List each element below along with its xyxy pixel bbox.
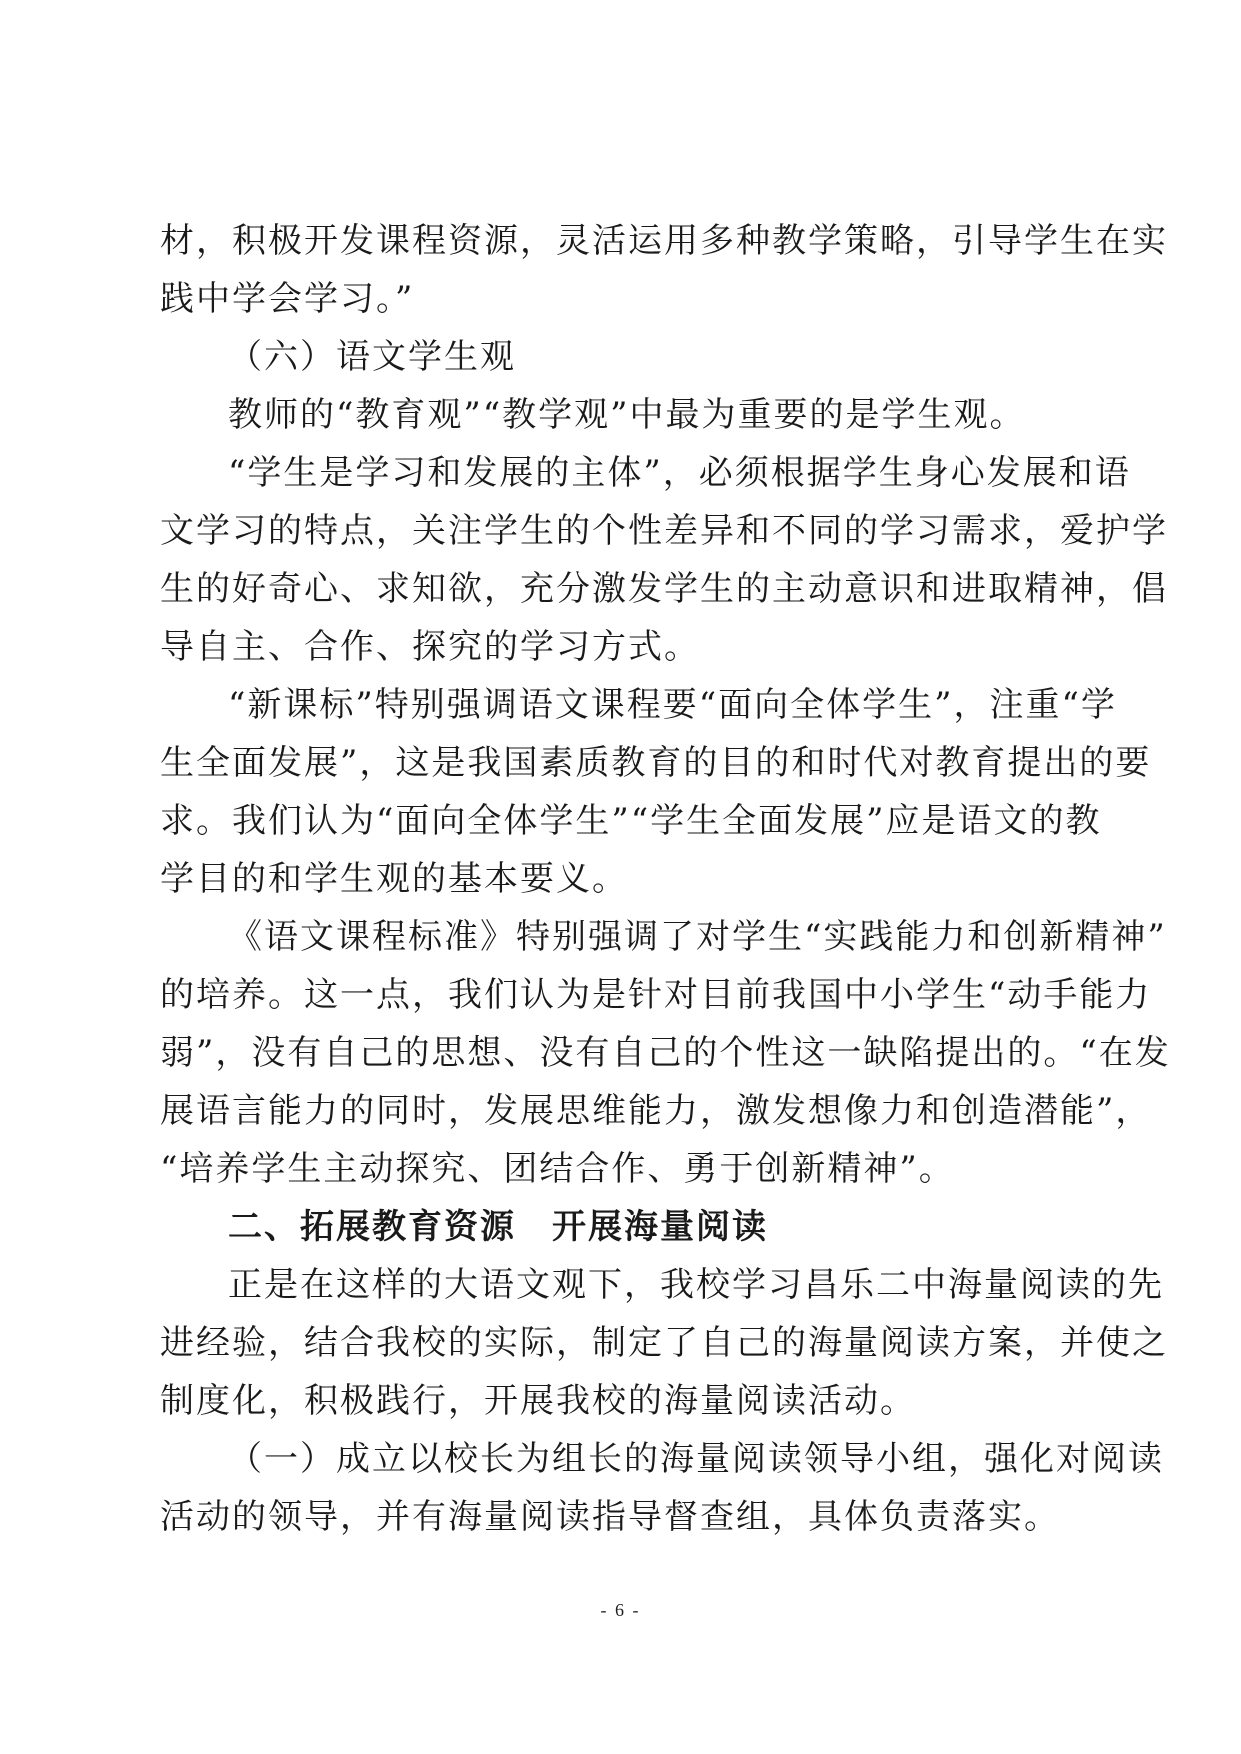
text-line: 生的好奇心、求知欲，充分激发学生的主动意识和进取精神，倡: [160, 569, 1168, 609]
text-line: 材，积极开发课程资源，灵活运用多种教学策略，引导学生在实: [160, 221, 1168, 261]
text-line: 弱”，没有自己的思想、没有自己的个性这一缺陷提出的。“在发: [160, 1033, 1171, 1073]
paragraph: [160, 444, 1168, 676]
text-line: 正是在这样的大语文观下，我校学习昌乐二中海量阅读的先: [228, 1265, 1164, 1305]
text-line: 活动的领导，并有海量阅读指导督查组，具体负责落实。: [160, 1497, 1060, 1537]
paragraph: [160, 1256, 1168, 1430]
paragraph: [160, 676, 1152, 908]
document-body: [160, 212, 1171, 1546]
text-line: 教师的“教育观”“教学观”中最为重要的是学生观。: [228, 395, 1026, 435]
paragraph: [160, 386, 1080, 444]
text-line: 展语言能力的同时，发展思维能力，激发想像力和创造潜能”，: [160, 1091, 1152, 1131]
paragraph: [160, 1430, 1164, 1546]
text-line: 求。我们认为“面向全体学生”“学生全面发展”应是语文的教: [160, 801, 1102, 841]
text-line: 践中学会学习。”: [160, 279, 415, 319]
text-line: “培养学生主动探究、团结合作、勇于创新精神”。: [160, 1149, 955, 1189]
text-line: 进经验，结合我校的实际，制定了自己的海量阅读方案，并使之: [160, 1323, 1168, 1363]
section-heading-2: 二、拓展教育资源 开展海量阅读: [228, 1207, 768, 1247]
paragraph: [160, 212, 1168, 328]
text-line: 学目的和学生观的基本要义。: [160, 859, 628, 899]
text-line: 文学习的特点，关注学生的个性差异和不同的学习需求，爱护学: [160, 511, 1168, 551]
text-line: “学生是学习和发展的主体”，必须根据学生身心发展和语: [228, 453, 1131, 493]
page-number: - 6 -: [600, 1600, 641, 1620]
text-line: “新课标”特别强调语文课程要“面向全体学生”，注重“学: [228, 685, 1117, 725]
section-heading-6: （六）语文学生观: [228, 337, 516, 377]
paragraph: [160, 908, 1171, 1198]
text-line: 《语文课程标准》特别强调了对学生“实践能力和创新精神”: [228, 917, 1167, 957]
text-line: 制度化，积极践行，开展我校的海量阅读活动。: [160, 1381, 916, 1421]
text-line: 的培养。这一点，我们认为是针对目前我国中小学生“动手能力: [160, 975, 1152, 1015]
text-line: 导自主、合作、探究的学习方式。: [160, 627, 700, 667]
text-line: （一）成立以校长为组长的海量阅读领导小组，强化对阅读: [228, 1439, 1164, 1479]
text-line: 生全面发展”，这是我国素质教育的目的和时代对教育提出的要: [160, 743, 1152, 783]
